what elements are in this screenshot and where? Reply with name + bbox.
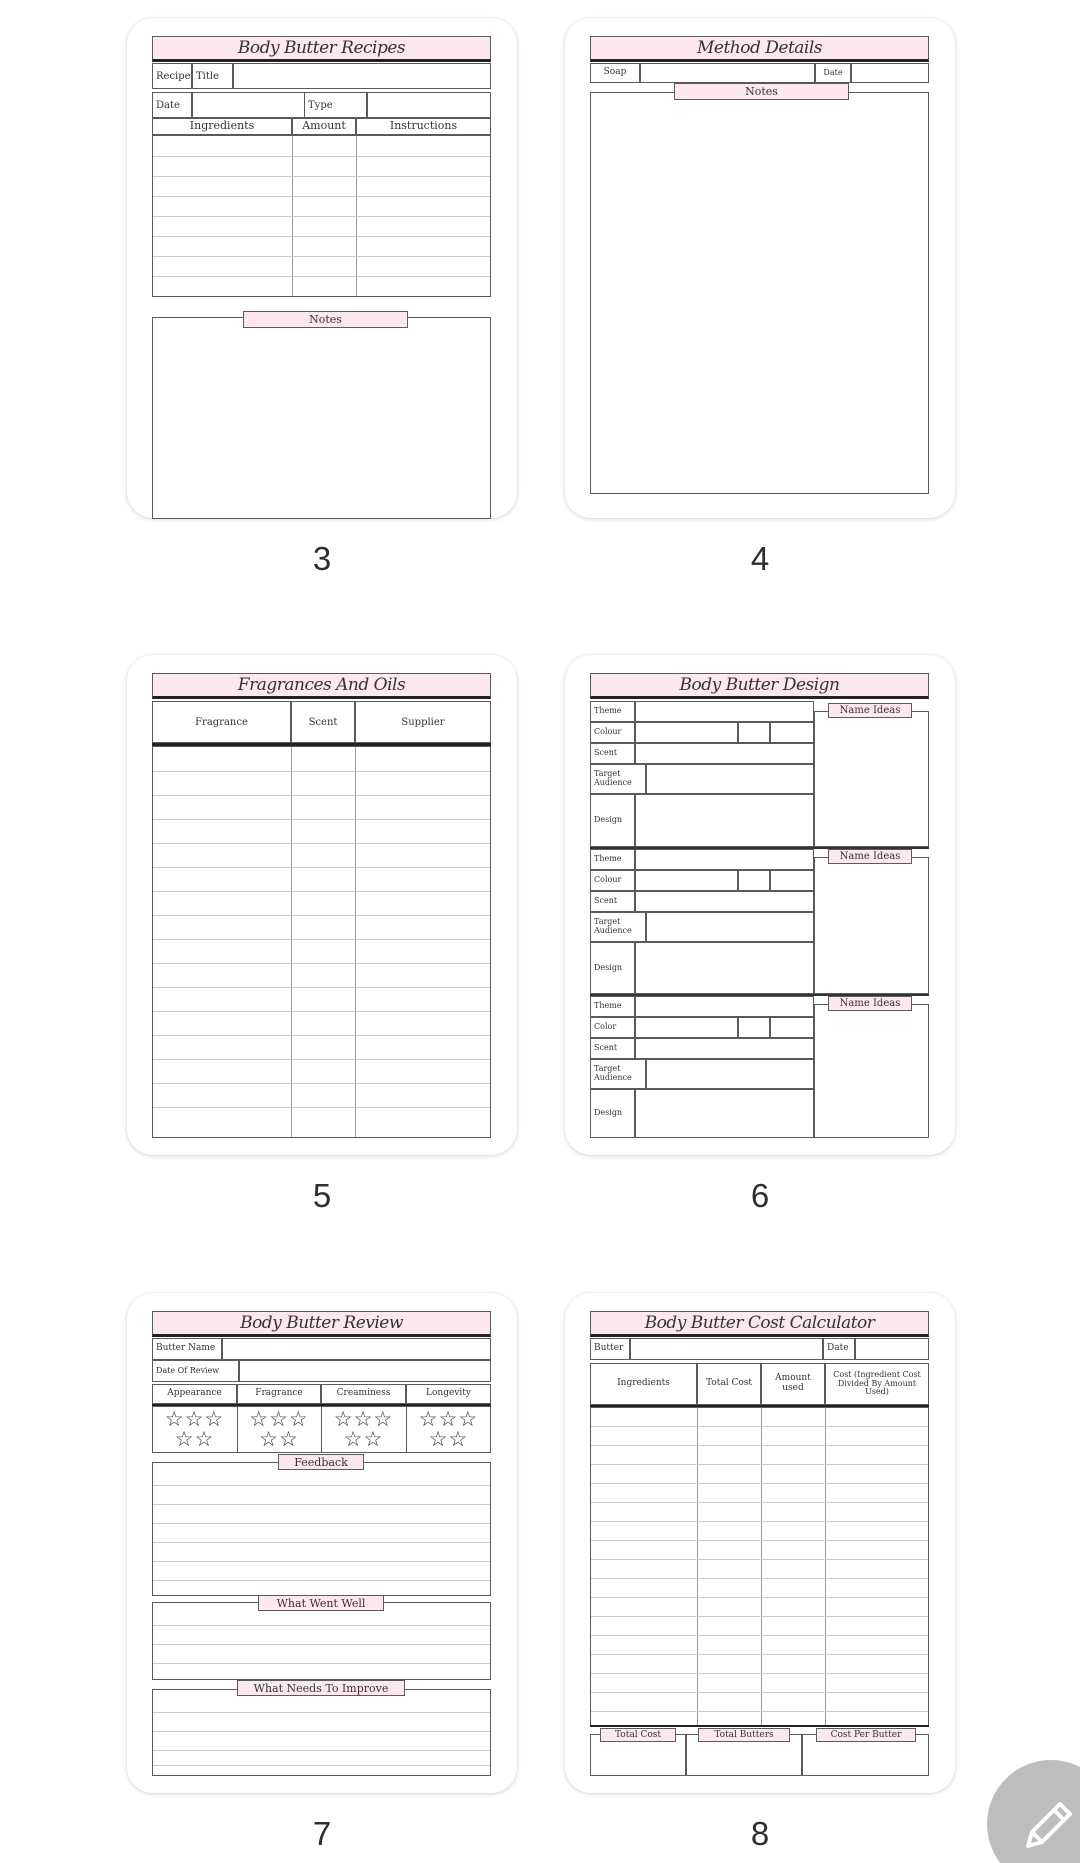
amount-used-header: Amount used	[761, 1363, 825, 1405]
design-field	[635, 1089, 814, 1138]
page-number: 5	[312, 1177, 332, 1214]
notes-box	[590, 92, 929, 494]
recipe-label: Recipe	[152, 63, 192, 89]
page-number: 3	[312, 540, 332, 577]
date-label: Date	[815, 63, 851, 83]
scent-label: Scent	[590, 743, 635, 764]
page-title: Body Butter Design	[590, 673, 929, 699]
type-field	[367, 92, 491, 118]
feedback-box	[152, 1462, 491, 1596]
colour-field	[738, 722, 770, 743]
page-preview	[590, 673, 929, 1138]
name-ideas-label: Name Ideas	[828, 703, 912, 718]
fragrance-stars: ☆☆☆ ☆☆	[249, 1407, 309, 1451]
title-field	[233, 63, 491, 89]
design-label: Design	[590, 1089, 635, 1138]
colour-label: Color	[590, 1017, 635, 1038]
scent-label: Scent	[590, 1038, 635, 1059]
colour-field	[635, 870, 738, 891]
name-ideas-label: Name Ideas	[828, 996, 912, 1011]
fragrance-table	[152, 746, 491, 1138]
page-number: 6	[750, 1177, 770, 1214]
creaminess-stars: ☆☆☆ ☆☆	[333, 1407, 394, 1451]
page-number: 8	[750, 1815, 770, 1852]
footer-rule	[590, 1725, 929, 1727]
total-cost-label: Total Cost	[600, 1728, 676, 1742]
page-number: 4	[750, 540, 770, 577]
name-ideas-box	[814, 1004, 929, 1138]
fragrance-header: Fragrance	[237, 1384, 321, 1404]
scent-field	[635, 891, 814, 912]
theme-label: Theme	[590, 849, 635, 870]
design-field	[635, 794, 814, 847]
page-title: Body Butter Cost Calculator	[590, 1311, 929, 1337]
notes-box	[152, 317, 491, 519]
design-field	[635, 942, 814, 994]
date-of-review-field	[239, 1360, 491, 1382]
date-of-review-label: Date Of Review	[152, 1360, 239, 1382]
name-ideas-box	[814, 857, 929, 994]
soap-field	[640, 63, 815, 83]
page-thumbnail-3[interactable]	[127, 18, 517, 518]
colour-field	[738, 1017, 770, 1038]
page-preview	[590, 36, 929, 501]
butter-name-label: Butter Name	[152, 1338, 222, 1360]
page-title: Body Butter Review	[152, 1311, 491, 1337]
colour-label: Colour	[590, 722, 635, 743]
instructions-header: Instructions	[356, 118, 491, 135]
fragrance-header: Fragrance	[152, 701, 291, 743]
improve-label: What Needs To Improve	[237, 1680, 405, 1696]
appearance-header: Appearance	[152, 1384, 237, 1404]
page-preview	[152, 1311, 491, 1776]
ingredients-header: Ingredients	[152, 118, 292, 135]
page-title: Body Butter Recipes	[152, 36, 491, 62]
scent-field	[635, 1038, 814, 1059]
page-number: 7	[312, 1815, 332, 1852]
theme-label: Theme	[590, 996, 635, 1017]
page-title: Method Details	[590, 36, 929, 62]
page-thumbnail-4[interactable]	[565, 18, 955, 518]
pencil-icon	[1022, 1796, 1078, 1852]
butter-label: Butter	[590, 1338, 630, 1360]
butter-name-field	[222, 1338, 491, 1360]
page-thumbnail-6[interactable]	[565, 655, 955, 1155]
ingredients-table	[152, 135, 491, 297]
type-label: Type	[304, 92, 367, 118]
page-thumbnail-7[interactable]	[127, 1293, 517, 1793]
creaminess-header: Creaminess	[321, 1384, 406, 1404]
page-preview	[152, 36, 491, 501]
colour-field	[770, 722, 814, 743]
colour-label: Colour	[590, 870, 635, 891]
date-label: Date	[823, 1338, 855, 1360]
target-audience-label: Target Audience	[590, 912, 646, 942]
page-preview	[590, 1311, 929, 1776]
soap-label: Soap	[590, 63, 640, 83]
target-audience-field	[646, 764, 814, 794]
date-field	[855, 1338, 929, 1360]
improve-box	[152, 1689, 491, 1776]
target-audience-field	[646, 912, 814, 942]
colour-field	[770, 1017, 814, 1038]
feedback-label: Feedback	[278, 1454, 364, 1470]
title-label: Title	[192, 63, 233, 89]
colour-field	[738, 870, 770, 891]
ingredients-header: Ingredients	[590, 1363, 697, 1405]
total-cost-header: Total Cost	[697, 1363, 761, 1405]
theme-field	[635, 849, 814, 870]
theme-field	[635, 996, 814, 1017]
design-label: Design	[590, 942, 635, 994]
page-thumbnail-8[interactable]	[565, 1293, 955, 1793]
scent-field	[635, 743, 814, 764]
theme-label: Theme	[590, 701, 635, 722]
page-preview	[152, 673, 491, 1138]
went-well-label: What Went Well	[258, 1595, 384, 1611]
scent-label: Scent	[590, 891, 635, 912]
butter-field	[630, 1338, 823, 1360]
theme-field	[635, 701, 814, 722]
notes-label: Notes	[243, 311, 408, 328]
appearance-stars: ☆☆☆ ☆☆	[164, 1407, 225, 1451]
colour-field	[635, 722, 738, 743]
date-label: Date	[152, 92, 192, 118]
cost-table	[590, 1407, 929, 1726]
date-field	[851, 63, 929, 83]
scent-header: Scent	[291, 701, 355, 743]
target-audience-field	[646, 1059, 814, 1089]
cost-per-butter-label: Cost Per Butter	[816, 1728, 916, 1742]
name-ideas-box	[814, 711, 929, 847]
page-thumbnail-5[interactable]	[127, 655, 517, 1155]
longevity-stars: ☆☆☆ ☆☆	[418, 1407, 479, 1451]
supplier-header: Supplier	[355, 701, 491, 743]
name-ideas-label: Name Ideas	[828, 849, 912, 864]
longevity-header: Longevity	[406, 1384, 491, 1404]
went-well-box	[152, 1602, 491, 1680]
target-audience-label: Target Audience	[590, 1059, 646, 1089]
colour-field	[770, 870, 814, 891]
target-audience-label: Target Audience	[590, 764, 646, 794]
design-label: Design	[590, 794, 635, 847]
page-title: Fragrances And Oils	[152, 673, 491, 699]
cost-formula-header: Cost (Ingredient Cost Divided By Amount Used)	[825, 1363, 929, 1405]
notes-label: Notes	[674, 83, 849, 100]
colour-field	[635, 1017, 738, 1038]
total-butters-label: Total Butters	[698, 1728, 790, 1742]
amount-header: Amount	[292, 118, 356, 135]
